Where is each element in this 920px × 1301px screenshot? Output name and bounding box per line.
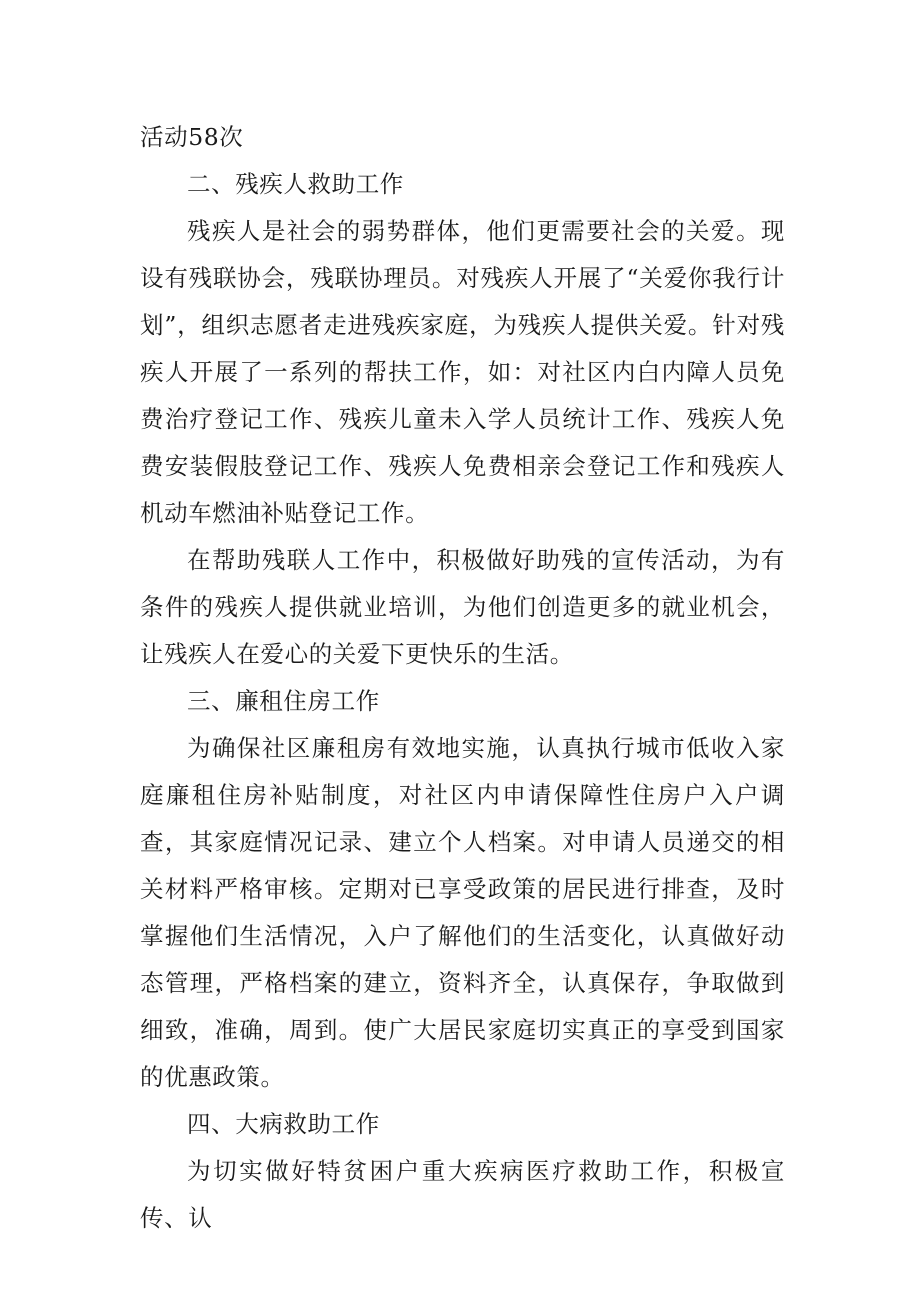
paragraph-serious-illness-relief: 为切实做好特贫困户重大疾病医疗救助工作，积极宣传、认 — [140, 1157, 785, 1232]
paragraph-disabled-relief-1: 残疾人是社会的弱势群体，他们更需要社会的关爱。现设有残联协会，残联协理员。对残疾人开展了“关爱你我行计划”，组织志愿者走进残疾家庭，为残疾人提供关爱。针对残疾人开展了一系列的帮扶工作，如：对社区内白内障人员免费治疗登记工作、残疾儿童未入学人员统计工作、残疾人免费安装假肢登记工作、残疾人免费相亲会登记工作和残疾人机动车燃油补贴登记工作。 — [140, 217, 785, 527]
paragraph-disabled-relief-2: 在帮助残联人工作中，积极做好助残的宣传活动，为有条件的残疾人提供就业培训，为他们创造更多的就业机会，让残疾人在爱心的关爱下更快乐的生活。 — [140, 546, 785, 668]
paragraph-low-rent-housing: 为确保社区廉租房有效地实施，认真执行城市低收入家庭廉租住房补贴制度，对社区内申请保障性住房户入户调查，其家庭情况记录、建立个人档案。对申请人员递交的相关材料严格审核。定期对已享受政策的居民进行排查，及时掌握他们生活情况，入户了解他们的生活变化，认真做好动态管理，严格档案的建立，资料齐全，认真保存，争取做到细致，准确，周到。使广大居民家庭切实真正的享受到国家的优惠政策。 — [140, 734, 785, 1091]
section-heading-disabled-relief: 二、残疾人救助工作 — [187, 170, 404, 198]
section-heading-serious-illness-relief: 四、大病救助工作 — [187, 1110, 380, 1138]
document-body — [140, 114, 785, 1242]
section-heading-low-rent-housing: 三、廉租住房工作 — [187, 687, 380, 715]
continued-fragment: 活动58次 — [140, 123, 244, 151]
